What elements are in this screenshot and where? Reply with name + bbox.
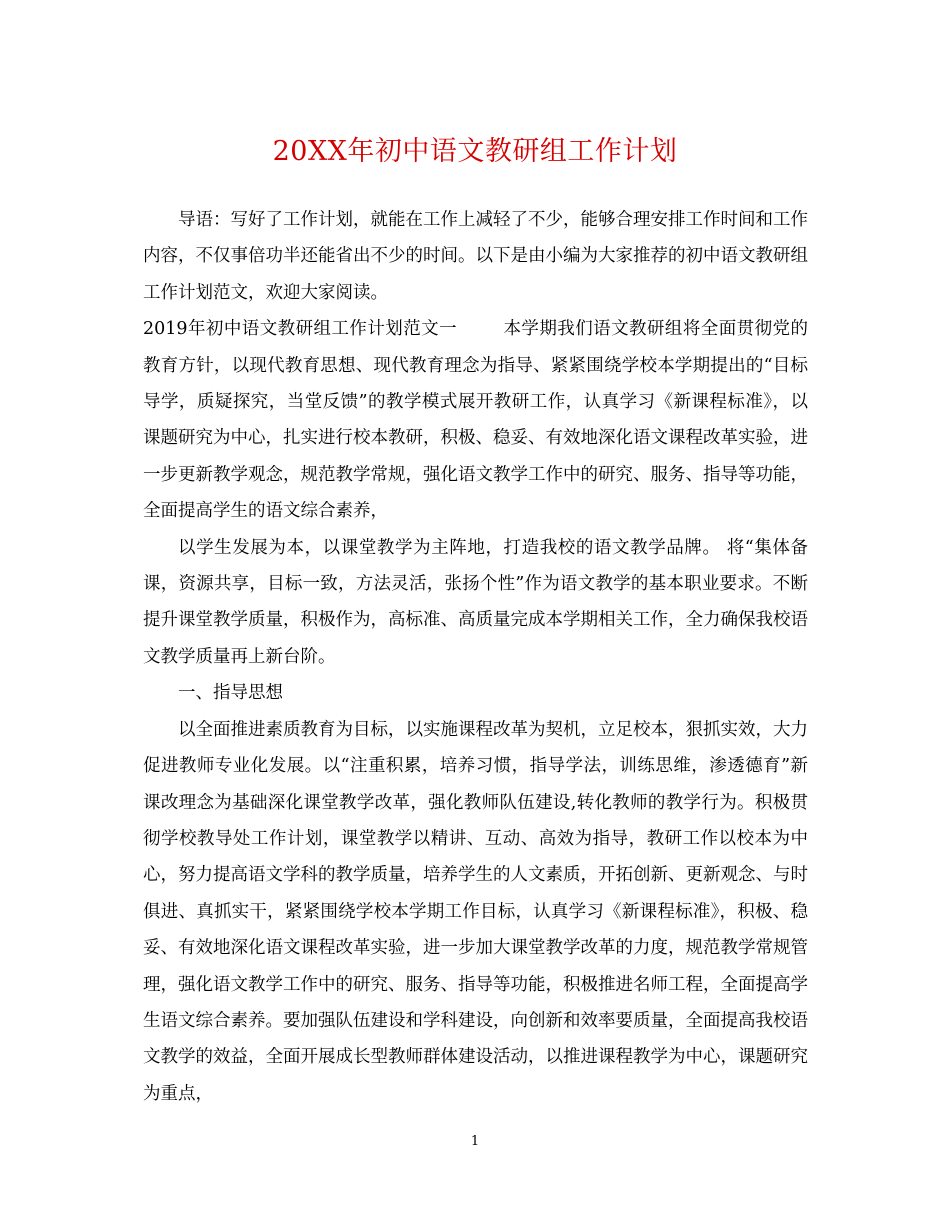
section-paragraph <box>143 311 808 529</box>
subheading: 一、指导思想 <box>178 683 283 704</box>
document-title: 20XX年初中语文教研组工作计划 <box>272 136 678 167</box>
intro-paragraph: 导语：写好了工作计划，就能在工作上减轻了不少，能够合理安排工作时间和工作内容，不仅事倍功半还能省出不少的时间。以下是由小编为大家推荐的初中语文教研组工作计划范文，欢迎大家阅读。 <box>143 210 808 303</box>
body-paragraph: 以学生发展为本，以课堂教学为主阵地，打造我校的语文教学品牌。 将“集体备课，资源共享，目标一致，方法灵活，张扬个性”作为语文教学的基本职业要求。不断提升课堂教学质量，积极作为，高标准、高质量完成本学期相关工作，全力确保我校语文教学质量再上新台阶。 <box>143 537 808 667</box>
document-body <box>143 202 808 1112</box>
page-number: 1 <box>470 1134 480 1149</box>
body-paragraph: 以全面推进素质教育为目标，以实施课程改革为契机，立足校本，狠抓实效，大力促进教师专业化发展。以“注重积累，培养习惯，指导学法，训练思维，渗透德育”新课改理念为基础深化课堂教学改革，强化教师队伍建设,转化教师的教学行为。积极贯彻学校教导处工作计划，课堂教学以精讲、互动、高效为指导，教研工作以校本为中心，努力提高语文学科的教学质量，培养学生的人文素质，开拓创新、更新观念、与时俱进、真抓实干，紧紧围绕学校本学期工作目标，认真学习《新课程标准》，积极、稳妥、有效地深化语文课程改革实验，进一步加大课堂教学改革的力度，规范教学常规管理，强化语文教学工作中的研究、服务、指导等功能，积极推进名师工程，全面提高学生语文综合素养。要加强队伍建设和学科建设，向创新和效率要质量，全面提高我校语文教学的效益，全面开展成长型教师群体建设活动，以推进课程教学为中心，课题研究为重点， <box>143 719 808 1104</box>
section-heading: 2019年初中语文教研组工作计划范文一 <box>143 319 458 340</box>
section-text: 本学期我们语文教研组将全面贯彻党的教育方针，以现代教育思想、现代教育理念为指导、紧紧围绕学校本学期提出的“目标导学，质疑探究，当堂反馈”的教学模式展开教研工作，认真学习《新课程标准》，以课题研究为中心，扎实进行校本教研，积极、稳妥、有效地深化语文课程改革实验，进一步更新教学观念，规范教学常规，强化语文教学工作中的研究、服务、指导等功能，全面提高学生的语文综合素养， <box>143 319 808 522</box>
